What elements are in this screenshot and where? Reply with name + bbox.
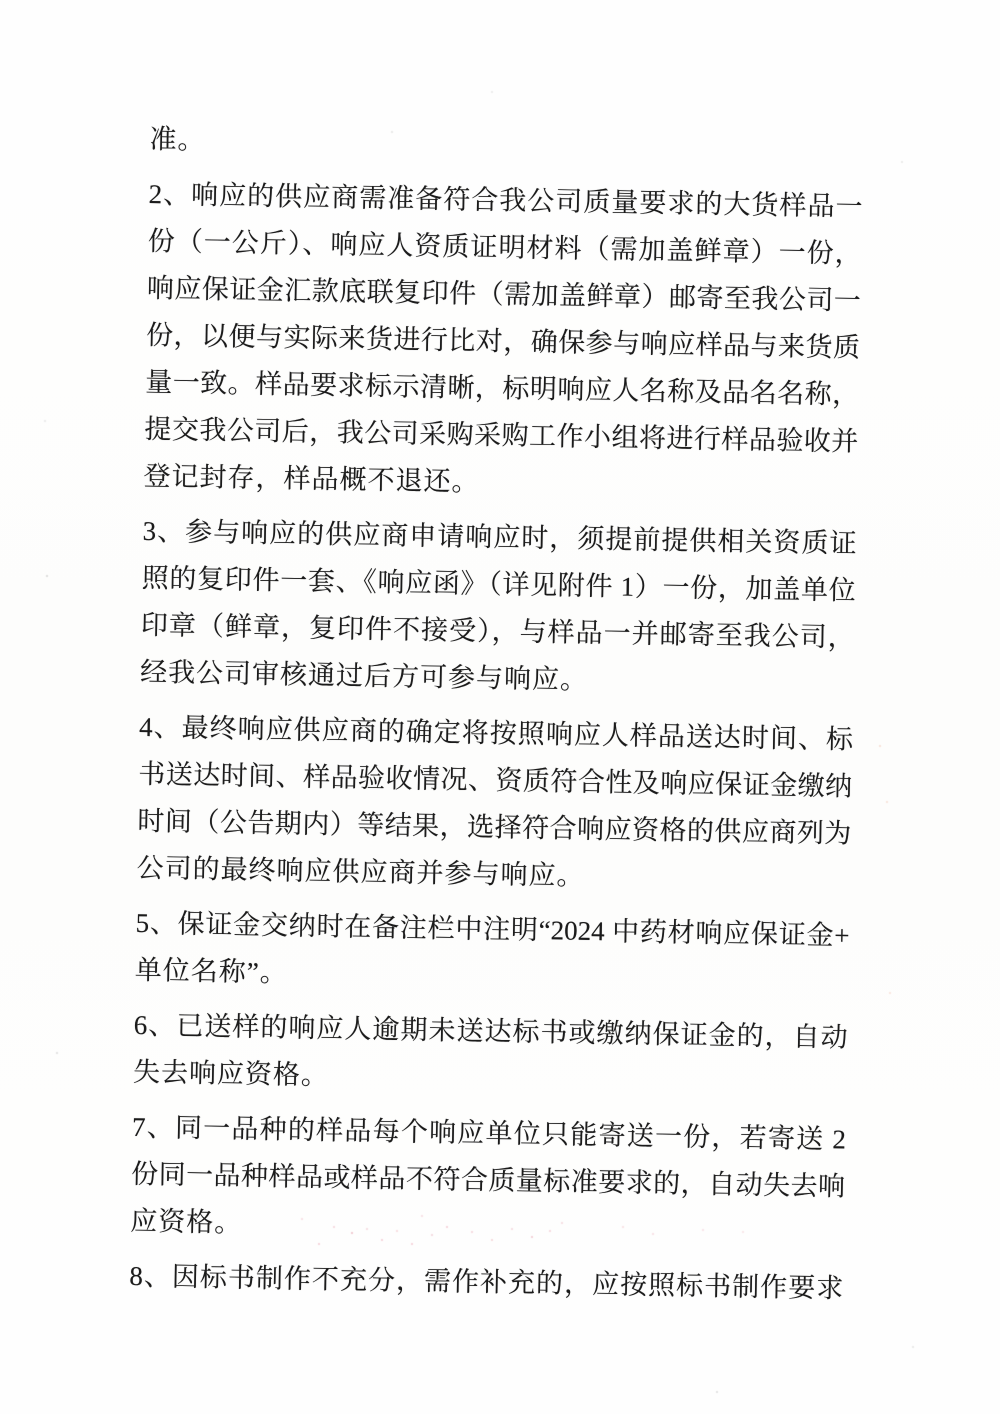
- text-line: 应资格。: [130, 1205, 243, 1238]
- text-line: 单位名称”。: [134, 954, 289, 988]
- text-line: 照的复印件一套、《响应函》（详见附件 1）一份，加盖单位: [141, 562, 856, 606]
- text-line: 6、已送样的响应人逾期未送达标书或缴纳保证金的，自动: [133, 1009, 848, 1053]
- text-line: 时间（公告期内）等结果，选择符合响应资格的供应商列为: [137, 805, 852, 849]
- paragraph-continuation: [149, 116, 864, 176]
- text-line: 2、响应的供应商需准备符合我公司质量要求的大货样品一: [148, 178, 863, 222]
- text-line: 提交我公司后，我公司采购采购工作小组将进行样品验收并: [144, 413, 859, 457]
- text-line: 失去响应资格。: [132, 1056, 330, 1091]
- paragraph-item-2: [143, 171, 863, 513]
- text-line: 响应保证金汇款底联复印件（需加盖鲜章）邮寄至我公司一: [146, 272, 862, 316]
- text-line: 7、同一品种的样品每个响应单位只能寄送一份，若寄送 2: [131, 1111, 847, 1155]
- text-line: 8、因标书制作不充分，需作补充的，应按照标书制作要求: [129, 1260, 844, 1304]
- document-text-block: [129, 116, 864, 1321]
- text-line: 量一致。样品要求标示清晰，标明响应人名称及品名名称，: [144, 366, 860, 410]
- paragraph-item-3: [140, 508, 857, 709]
- text-line: 准。: [149, 123, 206, 155]
- paragraph-item-5: [134, 900, 850, 1007]
- paragraph-item-4: [136, 704, 853, 905]
- paragraph-item-7: [130, 1104, 846, 1258]
- paragraph-item-6: [133, 1002, 849, 1109]
- scan-noise-specks: [0, 0, 2, 2]
- text-line: 公司的最终响应供应商并参与响应。: [136, 852, 585, 891]
- text-line: 5、保证金交纳时在备注栏中注明“2024 中药材响应保证金+: [135, 907, 850, 951]
- text-line: 份（一公斤）、响应人资质证明材料（需加盖鲜章）一份，: [147, 225, 862, 269]
- paragraph-item-8: [129, 1253, 844, 1313]
- text-line: 3、参与响应的供应商申请响应时，须提前提供相关资质证: [142, 515, 857, 559]
- text-line: 印章（鲜章，复印件不接受），与样品一并邮寄至我公司，: [140, 609, 856, 653]
- text-line: 份，以便与实际来货进行比对，确保参与响应样品与来货质: [145, 319, 861, 363]
- text-line: 4、最终响应供应商的确定将按照响应人样品送达时间、标: [138, 711, 854, 755]
- text-line: 份同一品种样品或样品不符合质量标准要求的，自动失去响: [130, 1158, 846, 1202]
- text-line: 经我公司审核通过后方可参与响应。: [139, 656, 589, 695]
- text-line: 登记封存，样品概不退还。: [143, 460, 480, 497]
- text-line: 书送达时间、样品验收情况、资质符合性及响应保证金缴纳: [138, 758, 853, 802]
